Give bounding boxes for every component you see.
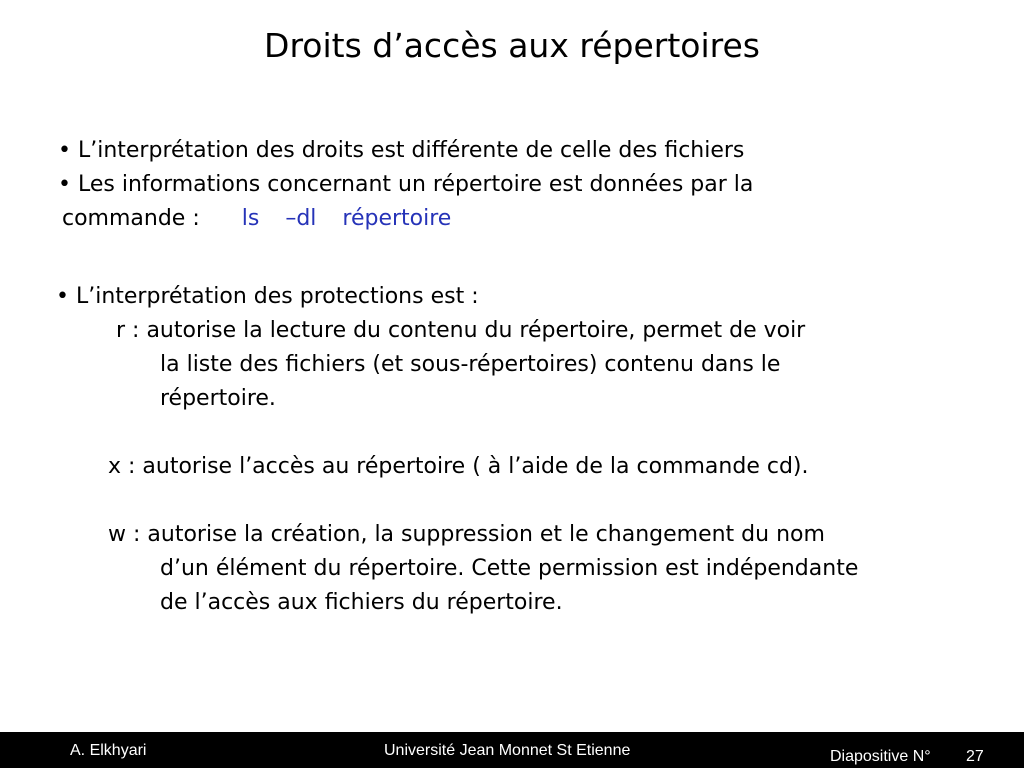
footer-institution: Université Jean Monnet St Etienne: [384, 742, 631, 759]
command-argument: répertoire: [342, 206, 452, 231]
command-option: –dl: [285, 206, 317, 231]
intro-command-line: [58, 202, 753, 236]
footer-slide-label: Diapositive N°: [830, 748, 931, 765]
command-name: ls: [241, 206, 260, 231]
footer-bar: [0, 732, 1024, 768]
slide-title: Droits d’accès aux répertoires: [264, 26, 760, 65]
protections-heading: • L’interprétation des protections est :: [56, 284, 479, 309]
intro-bullet-2: • Les informations concernant un répertoire est données par la: [58, 172, 754, 197]
command-label: commande :: [62, 206, 200, 231]
footer-author: A. Elkhyari: [70, 742, 147, 759]
permission-w-line-3: de l’accès aux fichiers du répertoire.: [160, 590, 563, 615]
intro-block: [58, 134, 753, 236]
permission-w-line-2: d’un élément du répertoire. Cette permission est indépendante: [160, 556, 859, 581]
permission-r-line-2: la liste des fichiers (et sous-répertoires) contenu dans le: [160, 352, 781, 377]
permission-x-line-1: x : autorise l’accès au répertoire ( à l’aide de la commande cd).: [108, 454, 809, 479]
permission-r-line-3: répertoire.: [160, 386, 276, 411]
intro-bullet-1: • L’interprétation des droits est différente de celle des fichiers: [58, 138, 745, 163]
permission-w-line-1: w : autorise la création, la suppression et le changement du nom: [108, 522, 825, 547]
footer-slide-number: 27: [966, 748, 984, 765]
permission-r-line-1: r : autorise la lecture du contenu du répertoire, permet de voir: [116, 318, 806, 343]
